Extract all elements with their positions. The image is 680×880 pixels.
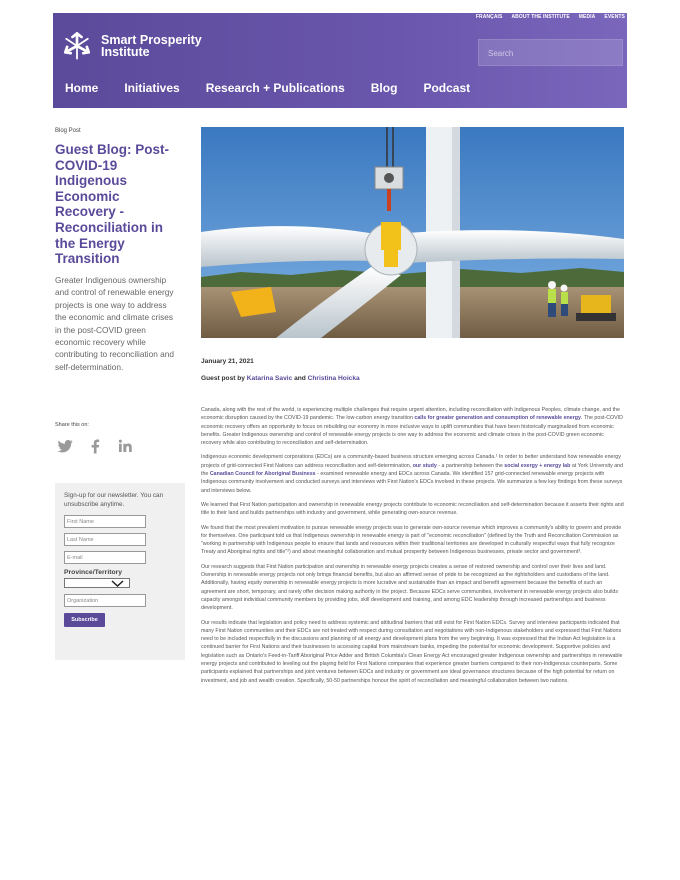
author-link-1[interactable]: Katarina Savic [246,375,293,382]
article-paragraph-4: We found that the most prevalent motivation to pursue renewable energy projects was to generate own-source revenue which improves a community's ability to govern and provide for themselves. One participant told us that Indigenous ownership in renewable energy is part of "economic reconciliation" (defined by the Truth and Reconciliation Commission as "working in partnership with Indigenous people to ensure that lands and resources within their traditional territories are developed in culturally respectful ways that fully recognize Treaty and Aboriginal rights and title"²) and about meaningful collaboration and mutual prosperity between Indigenous businesses, private sector and government³. [201,524,622,556]
logo-line2: Institute [101,45,150,59]
nav-home[interactable]: Home [65,81,99,95]
article-paragraph-1 [201,406,624,447]
linkedin-icon [116,437,134,455]
chevron-down-icon [111,580,124,587]
search-input[interactable]: Search [478,39,623,66]
page-title: Guest Blog: Post-COVID-19 Indigenous Economic Recovery - Reconciliation in the Energy Transition [55,142,169,267]
main-nav [65,81,496,95]
facebook-share-button[interactable] [85,436,105,456]
email-field[interactable]: E-mail [64,551,146,564]
top-link-francais[interactable]: FRANÇAIS [475,14,503,20]
top-links [476,14,625,20]
nav-initiatives[interactable]: Initiatives [124,81,180,95]
byline-prefix: Guest post by [201,375,247,382]
twitter-icon [56,437,74,455]
p1-text-b: . The post-COVID economic recovery offers an opportunity to focus on rebuilding our economy in more inclusive ways to uplift communities that have been historically marginalized from economic benefits. Greater Indigenous ownership and control of renewable energy projects is one way to address the economic and climate crises in the post-COVID green economic recovery while also contributing to reconciliation and self-determination. [201,415,623,447]
article-paragraph-5: Our research suggests that First Nation participation and ownership in renewable energy projects creates a sense of restored ownership and control over their lives and land. Ownership in renewable energy projects not only brings financial benefits, but also an affirmed sense of pride to be recognized as the rightsholders and custodians of the land. Additionally, having equity ownership in renewable energy projects is more lucrative and sustainable than an impact and benefit agreement because the benefits of such an agreement are short, temporary, and rarely offer decision making authority in the project. Because EDCs serve communities, involvement in renewable energy projects also builds capacity amongst individual community members by providing jobs, skill development and training, and among EDC leadership through increased partnerships and business development. [201,563,618,612]
ccab-link[interactable]: Canadian Council for Aboriginal Business [209,471,316,478]
site-logo[interactable] [59,28,202,64]
organization-field[interactable]: Organization [64,594,146,607]
hero-image [201,127,624,338]
post-type-label: Blog Post [55,128,81,134]
linkedin-share-button[interactable] [115,436,135,456]
facebook-icon [86,437,104,455]
share-icons [55,436,135,456]
nav-podcast[interactable]: Podcast [423,81,471,95]
top-link-events[interactable]: EVENTS [604,14,625,20]
article-paragraph-2 [201,453,624,494]
p2-text-d: - examined renewable energy and EDCs across Canada. We identified 157 grid-connected renewable energy projects with Indigenous community involvement and conducted surveys and interviews with First Nation's EDCs involved in these projects. We summarize a few key findings from these surveys and interviews below. [201,471,623,494]
province-select[interactable] [64,578,130,588]
nav-research-publications[interactable]: Research + Publications [205,81,345,95]
article-body [201,406,624,691]
post-summary: Greater Indigenous ownership and control of renewable energy projects is one way to address the economic and climate crises in the post-COVID green economic recovery while contributing to reconciliation and self-determination. [55,275,174,372]
byline-and: and [292,375,308,382]
province-label: Province/Territory [64,569,123,576]
last-name-field[interactable]: Last Name [64,533,146,546]
article-paragraph-6: Our results indicate that legislation and policy need to address systemic and attitudinal barriers that still exist for First Nation EDCs. Survey and interview participants indicated that many First Nation communities and their EDCs are not treated with respect during consultation and negotiations with non-Indigenous stakeholders and expressed that First Nations need to be included respectfully in the discussions and planning of all energy and development plans from the very beginning. It was expressed that the Indian Act legislation is a continued barrier for First Nations and their businesses to accessing capital from mainstream banks, impeding the potential for economic development. Supportive policies and legislation such as Ontario's Feed-in-Tariff Aboriginal Price Adder and British Columbia's Clean Energy Act encouraged greater Indigenous ownership and partnerships in renewable energy projects and contributed to leveling out the playing field for First Nations companies that experience greater barriers compared to their non-Indigenous counterparts. Some participants explained that partnerships and joint ventures between EDCs and industry or government are ideal governance structures because of the high potential for return on investment, and job and wealth creation. Specifically, 50-50 partnerships honour the spirit of reconciliation and meaningful collaboration between two nations. [201,619,623,684]
top-link-media[interactable]: MEDIA [578,14,596,20]
site-header [53,13,627,108]
renewable-energy-link[interactable]: calls for greater generation and consumption of renewable energy [414,415,581,422]
share-label: Share this on: [55,422,89,428]
p1-text-a: Canada, along with the rest of the world, is experiencing multiple challenges that require urgent attention, including reconciliation with Indigenous Peoples, climate change, and the economic disruption caused by the COVID-19 pandemic. The low-carbon energy transition [201,407,621,422]
author-link-2[interactable]: Christina Hoicka [307,375,360,382]
wind-turbine-photo [201,127,624,338]
lab-link[interactable]: social exergy + energy lab [504,462,571,469]
subscribe-button[interactable]: Subscribe [64,613,105,627]
p2-text-a: Indigenous economic development corporations (EDCs) are a community-based business structure emerging across Canada.¹ In order to better understand how renewable energy projects of grid-connected First Nations can address reconciliation and self-determination, [201,454,621,469]
our-study-link[interactable]: our study [412,462,437,469]
logo-text [101,34,202,58]
twitter-share-button[interactable] [55,436,75,456]
newsletter-intro: Sign-up for our newsletter. You can unsubscribe anytime. [64,492,164,508]
newsletter-form [55,483,185,660]
top-link-about[interactable]: ABOUT THE INSTITUTE [511,14,570,20]
logo-line1: Smart Prosperity [101,33,202,47]
first-name-field[interactable]: First Name [64,515,146,528]
byline [201,375,360,382]
p2-text-b: - a partnership between the [436,462,505,469]
post-date: January 21, 2021 [201,358,254,365]
article-paragraph-3: We learned that First Nation participation and ownership in renewable energy projects contribute to economic reconciliation and self-determination because it asserts their rights and title to their land and builds partnerships with industry and government, while generating own-source revenue. [201,501,624,517]
nav-blog[interactable]: Blog [370,81,398,95]
logo-mark-icon [59,28,95,64]
p2-text-c: at York University and the [201,462,624,478]
